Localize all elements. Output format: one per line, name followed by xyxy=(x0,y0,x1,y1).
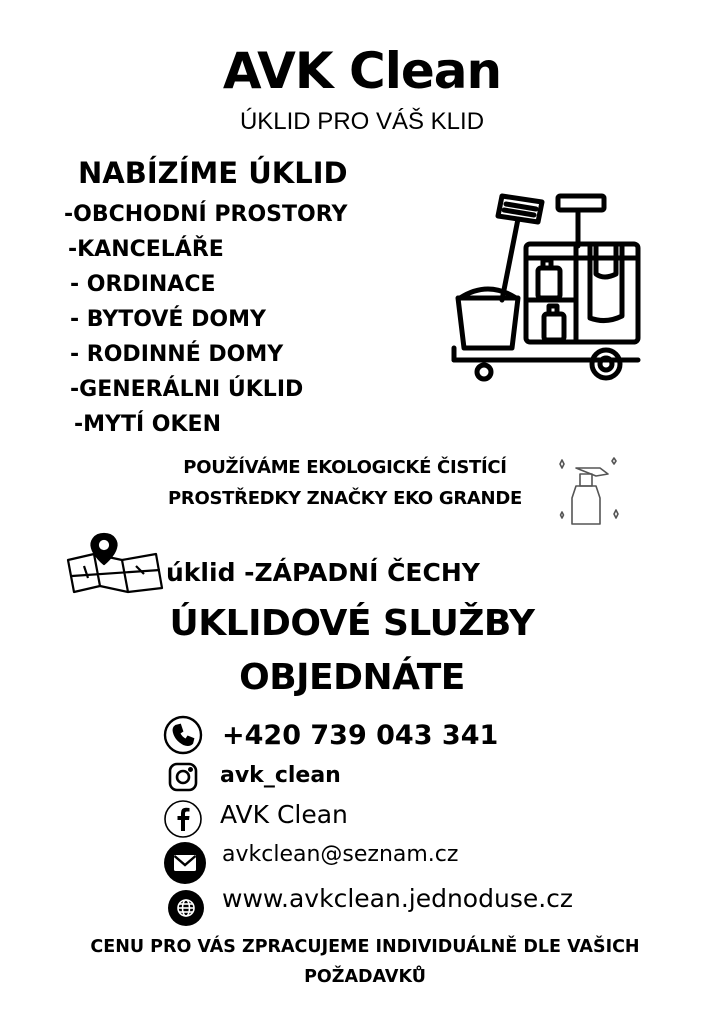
headline-line-1: ÚKLIDOVÉ SLUŽBY xyxy=(169,603,535,644)
headline-line-2: OBJEDNÁTE xyxy=(239,657,465,698)
email-address[interactable]: avkclean@seznam.cz xyxy=(222,842,459,867)
region-text: úklid -ZÁPADNÍ ČECHY xyxy=(166,558,480,587)
eco-notice xyxy=(120,452,570,514)
brand-title: AVK Clean xyxy=(222,42,502,100)
phone-icon xyxy=(162,714,204,756)
footer-note xyxy=(40,932,690,992)
service-item: - RODINNÉ DOMY xyxy=(70,342,284,367)
instagram-icon xyxy=(166,760,200,794)
email-icon xyxy=(162,840,208,886)
globe-icon xyxy=(166,888,206,928)
instagram-handle[interactable]: avk_clean xyxy=(220,763,341,788)
service-item: -GENERÁLNI ÚKLID xyxy=(70,377,304,402)
facebook-icon xyxy=(162,798,204,840)
eco-line-2: PROSTŘEDKY ZNAČKY EKO GRANDE xyxy=(168,488,522,509)
service-item: - ORDINACE xyxy=(70,272,216,297)
spray-bottle-icon xyxy=(556,452,626,528)
phone-number[interactable]: +420 739 043 341 xyxy=(222,720,499,751)
facebook-name[interactable]: AVK Clean xyxy=(220,800,348,829)
service-item: -KANCELÁŘE xyxy=(68,237,224,262)
footer-line-2: POŽADAVKŮ xyxy=(304,967,426,987)
footer-line-1: CENU PRO VÁS ZPRACUJEME INDIVIDUÁLNĚ DLE VAŠICH xyxy=(90,937,640,957)
website-url[interactable]: www.avkclean.jednoduse.cz xyxy=(222,884,574,913)
tagline: ÚKLID PRO VÁŠ KLID xyxy=(239,108,485,135)
service-item: -OBCHODNÍ PROSTORY xyxy=(64,202,348,227)
service-item: - BYTOVÉ DOMY xyxy=(70,307,266,332)
cleaning-cart-icon xyxy=(446,188,646,383)
map-pin-icon xyxy=(64,530,164,594)
service-item: -MYTÍ OKEN xyxy=(74,412,221,437)
services-title: NABÍZÍME ÚKLID xyxy=(78,156,348,190)
eco-line-1: POUŽÍVÁME EKOLOGICKÉ ČISTÍCÍ xyxy=(183,457,507,478)
